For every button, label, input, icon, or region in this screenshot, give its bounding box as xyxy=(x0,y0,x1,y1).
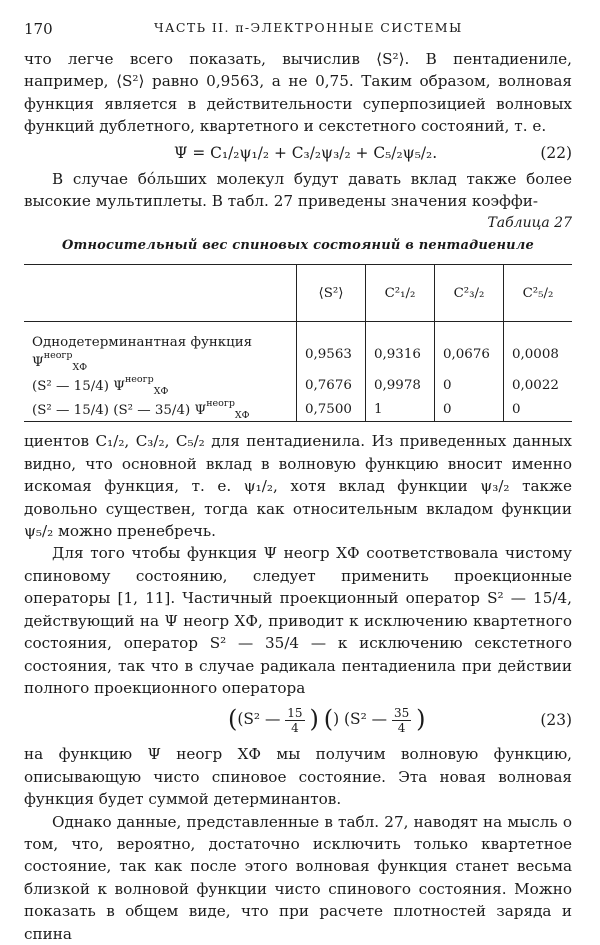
table-cell: 0,0008 xyxy=(504,335,573,373)
table-cell: 0,0676 xyxy=(435,335,504,373)
equation-23 xyxy=(24,699,572,743)
table-cell: 0,9563 xyxy=(297,335,366,373)
paragraph-1: что легче всего показать, вычислив ⟨S²⟩. В пентадиениле, например, ⟨S²⟩ равно 0,9563, а не 0,75. Таким образом, волновая функция является в действительности суперпозицией волновых функций дублетного, квартетного и секстетного состояний, т. е. xyxy=(24,50,572,136)
table-title: Относительный вес спиновых состояний в пентадиениле xyxy=(62,238,534,254)
table-cell: 0 xyxy=(435,397,504,422)
column-header: C²₃/₂ xyxy=(435,265,504,322)
column-header: ⟨S²⟩ xyxy=(297,265,366,322)
row-label: (S² — 15/4) (S² — 35/4) $\Psi^{неогр}_{ХФ}$ xyxy=(24,397,297,422)
page xyxy=(24,20,572,945)
table-cell: 0 xyxy=(435,373,504,397)
page-number: 170 xyxy=(24,20,53,38)
table-cell: 0,7676 xyxy=(297,373,366,397)
paragraph-2: В случае бо́льших молекул будут давать вклад также более высокие мультиплеты. В табл. 27 приведены значения коэффи- xyxy=(24,169,572,211)
table-cell: 0,9316 xyxy=(366,335,435,373)
table-corner xyxy=(24,265,297,322)
equation-23-number: (23) xyxy=(540,711,572,730)
table-caption: Таблица 27 xyxy=(487,215,572,232)
table-cell: 0,0022 xyxy=(504,373,573,397)
paragraph-3: циентов C₁/₂, C₃/₂, C₅/₂ для пентадиенила. Из приведенных данных видно, что основной вклад в волновую функцию вносит именно искомая функция, т. е. ψ₁/₂, хотя вклад функции ψ₃/₂ также довольно существен, тогда как относительным вкладом функции ψ₅/₂ можно пренебречь. xyxy=(24,432,572,541)
equation-22-body: Ψ = C₁/₂ψ₁/₂ + C₃/₂ψ₃/₂ + C₅/₂ψ₅/₂. xyxy=(174,143,438,162)
table-cell: 0,9978 xyxy=(366,373,435,397)
equation-22-number: (22) xyxy=(540,143,572,162)
table-row xyxy=(24,335,572,373)
equation-22 xyxy=(24,138,572,168)
row-label: Однодетерминантная функция $\Psi^{неогр}_{ХФ}$ xyxy=(32,335,253,374)
paragraph-6: Однако данные, представленные в табл. 27, наводят на мысль о том, что, вероятно, достаточно исключить только квартетное состояние, так как после этого волновая функция станет весьма близкой к волновой функции чисто спинового состояния. Можно показать в общем виде, что при расчете плотностей заряда и спина xyxy=(24,812,572,943)
paragraph-4: Для того чтобы функция Ψ неогр ХФ соответствовала чистому спиновому состоянию, следует применить проекционные операторы [1, 11]. Частичный проекционный оператор S² — 15/4, действующий на Ψ неогр ХФ, приводит к исключению квартетного состояния, оператор S² — 35/4 — к исключению секстетного состояния, так что в случае радикала пентадиенила при действии полного проекционного оператора xyxy=(24,544,572,697)
page-header xyxy=(24,20,572,48)
table-row xyxy=(24,373,572,397)
paragraph-5: на функцию Ψ неогр ХФ мы получим волновую функцию, описывающую чисто спиновое состояние. Эта новая волновая функция будет суммой детерминантов. xyxy=(24,745,572,809)
row-label: (S² — 15/4) $\Psi^{неогр}_{ХФ}$ xyxy=(32,373,169,397)
table-cell: 0 xyxy=(504,397,573,422)
running-title: ЧАСТЬ II. π-ЭЛЕКТРОННЫЕ СИСТЕМЫ xyxy=(154,20,463,35)
column-header: C²₁/₂ xyxy=(366,265,435,322)
table-cell: 1 xyxy=(366,397,435,422)
column-header: C²₅/₂ xyxy=(504,265,573,322)
table-row xyxy=(24,397,572,422)
spin-weights-table xyxy=(24,264,572,422)
table-cell: 0,7500 xyxy=(297,397,366,422)
equation-23-body: ((S² — $\frac{15}{4}$ ) () (S² — $\frac{35}{4}$ ) xyxy=(228,705,426,735)
